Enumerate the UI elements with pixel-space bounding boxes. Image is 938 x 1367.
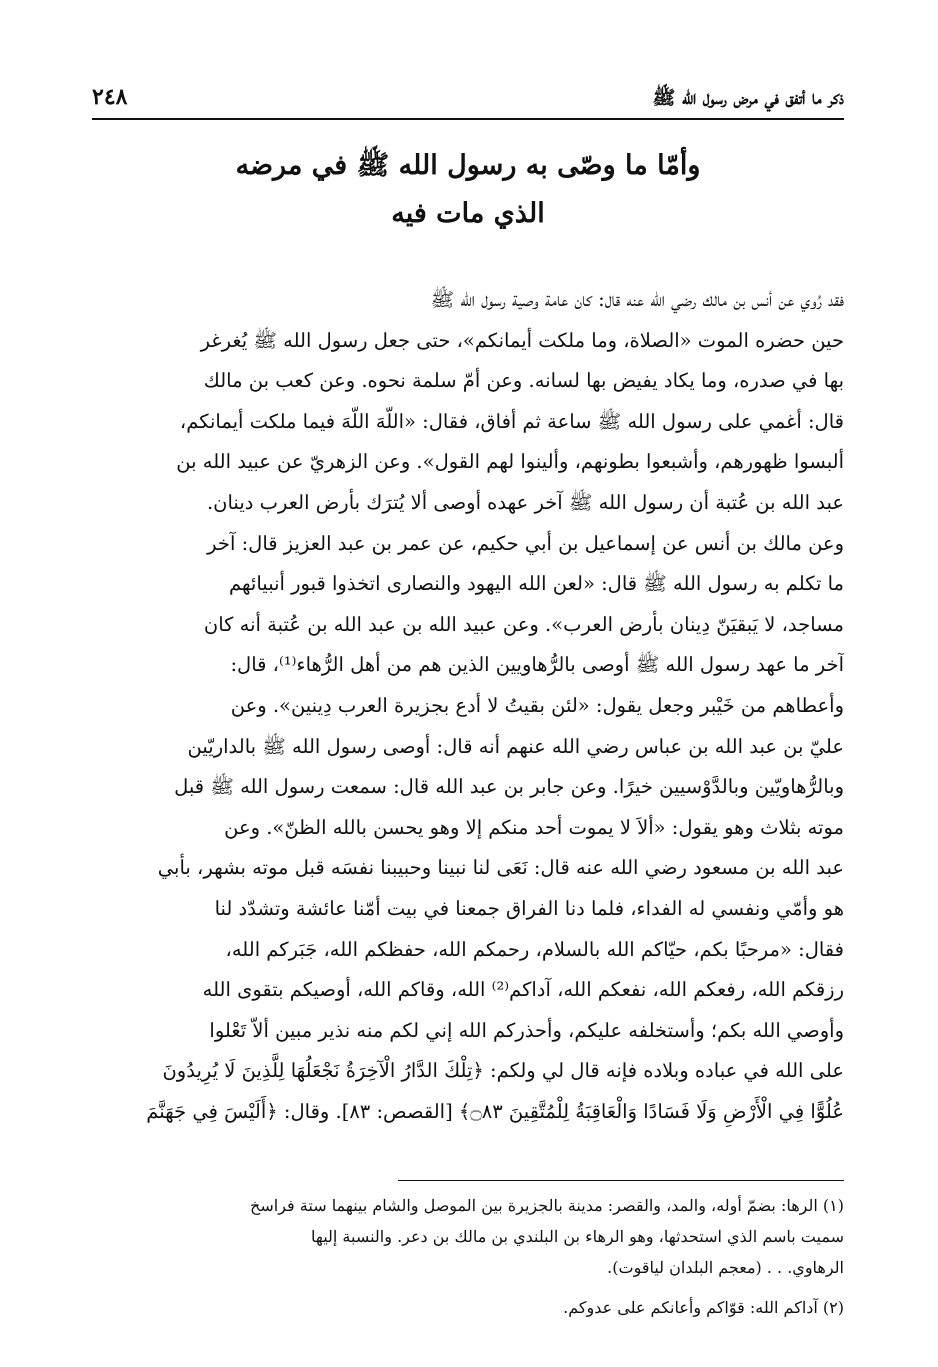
text-line: موته بثلاث وهو يقول: «ألاَ لا يموت أحد منكم إلا وهو يحسن بالله الظنّ». وعن (224, 815, 844, 839)
text-line: بها في صدره، وما يكاد يفيض بها لسانه. وعن أمّ سلمة نحوه. وعن كعب بن مالك (203, 369, 844, 393)
footnote-1-line: (١) الرها: بضمّ أوله، والمد، والقصر: مدينة بالجزيرة بين الموصل والشام بينهما ستة فراسخ (250, 1196, 844, 1215)
text-line: مساجد، لا يَبقيَنّ دِينان بأرض العرب». وعن عبيد الله بن عبد الله بن عُتبة أنه كان (203, 612, 844, 636)
section-title-line-1: وأمّا ما وصّى به رسول الله ﷺ في مرضه (235, 150, 701, 181)
text-line: وأعطاهم من خَيْبر وجعل يقول: «لئن بقيتُ لا أدع بجزيرة العرب دِينين». وعن (230, 693, 844, 717)
page-number: ٢٤٨ (92, 84, 128, 110)
text-line: عبد الله بن مسعود رضي الله عنه قال: نَعَى لنا نبينا وحبيبنا نفسَه قبل موته بشهر، بأبي (157, 856, 844, 880)
chapter-title: ذكر ما أتفق في مرض رسول الله ﷺ (652, 87, 844, 109)
text-line: قال: أغمي على رسول الله ﷺ ساعة ثم أفاق، فقال: «اللّهَ اللّهَ فيما ملكت أيمانكم، (179, 409, 844, 433)
body-text (92, 280, 844, 1132)
quran-verse-line: عُلُوًّا فِي الْأَرْضِ وَلَا فَسَادًا وَالْعَاقِبَةُ لِلْمُتَّقِينَ ۝٨٣﴾ [القصص: ٨٣]. وقال: ﴿أَلَيْسَ فِي جَهَنَّمَ (146, 1099, 844, 1123)
text-line: حين حضره الموت «الصلاة، وما ملكت أيمانكم»، حتى جعل رسول الله ﷺ يُغرغر (200, 328, 844, 352)
quran-verse-line: على الله في عباده وبلاده فإنه قال لي ولكم: ﴿تِلْكَ الدَّارُ الْآخِرَةُ نَجْعَلُهَا لِلَّذِينَ لَا يُرِيدُونَ (162, 1059, 844, 1083)
text-line: فقال: «مرحبًا بكم، حيّاكم الله بالسلام، رحمكم الله، حفظكم الله، جَبَركم الله، (225, 937, 844, 961)
text-line: ألبسوا ظهورهم، وأشبعوا بطونهم، وألينوا لهم القول». وعن الزهريّ عن عبيد الله بن (176, 450, 844, 474)
text-line: وبالرُّهاويّين وبالدَّوْسيين خيرًا. وعن جابر بن عبد الله قال: سمعت رسول الله ﷺ قبل (174, 775, 844, 799)
text-line: فقد رُوي عن أنس بن مالك رضي الله عنه قال: كان عامة وصية رسول الله ﷺ (430, 288, 844, 311)
footnote-1-line: الرهاوي. . . (معجم البلدان لياقوت). (607, 1258, 844, 1277)
section-title-line-2: الذي مات فيه (391, 198, 545, 229)
text-line: عبد الله بن عُتبة أن رسول الله ﷺ آخر عهده أوصى ألا يُترَك بأرض العرب دينان. (206, 490, 844, 514)
text-line: ما تكلم به رسول الله ﷺ قال: «لعن الله اليهود والنصارى اتخذوا قبور أنبيائهم (228, 572, 844, 596)
text-line: وعن مالك بن أنس عن إسماعيل بن أبي حكيم، عن عمر بن عبد العزيز قال: آخر (207, 531, 844, 555)
footnotes (92, 1190, 844, 1323)
running-header (92, 84, 844, 120)
text-line: عليّ بن عبد الله بن عباس رضي الله عنهم أنه قال: أوصى رسول الله ﷺ بالداريّين (187, 734, 844, 758)
text-line: هو وأمّي ونفسي له الفداء، فلما دنا الفراق جمعنا في بيت أمّنا عائشة وتشدّد لنا (214, 896, 844, 920)
text-line: وأوصي الله بكم؛ وأستخلفه عليكم، وأحذركم الله إني لكم منه نذير مبين ألاّ تَعْلوا (209, 1018, 844, 1042)
text-line: آخر ما عهد رسول الله ﷺ أوصى بالرُّهاويين الذين هم من أهل الرُّهاء⁽¹⁾، قال: (230, 653, 844, 677)
footnote-divider (398, 1180, 844, 1181)
text-line: رزقكم الله، رفعكم الله، نفعكم الله، آداكم⁽²⁾ الله، وقاكم الله، أوصيكم بتقوى الله (202, 978, 844, 1002)
footnote-1-line: سميت باسم الذي استحدثها، وهو الرهاء بن البلندي بن مالك بن دعر. والنسبة إليها (310, 1227, 844, 1246)
footnote-2: (٢) آداكم الله: قوّاكم وأعانكم على عدوكم. (563, 1298, 844, 1317)
